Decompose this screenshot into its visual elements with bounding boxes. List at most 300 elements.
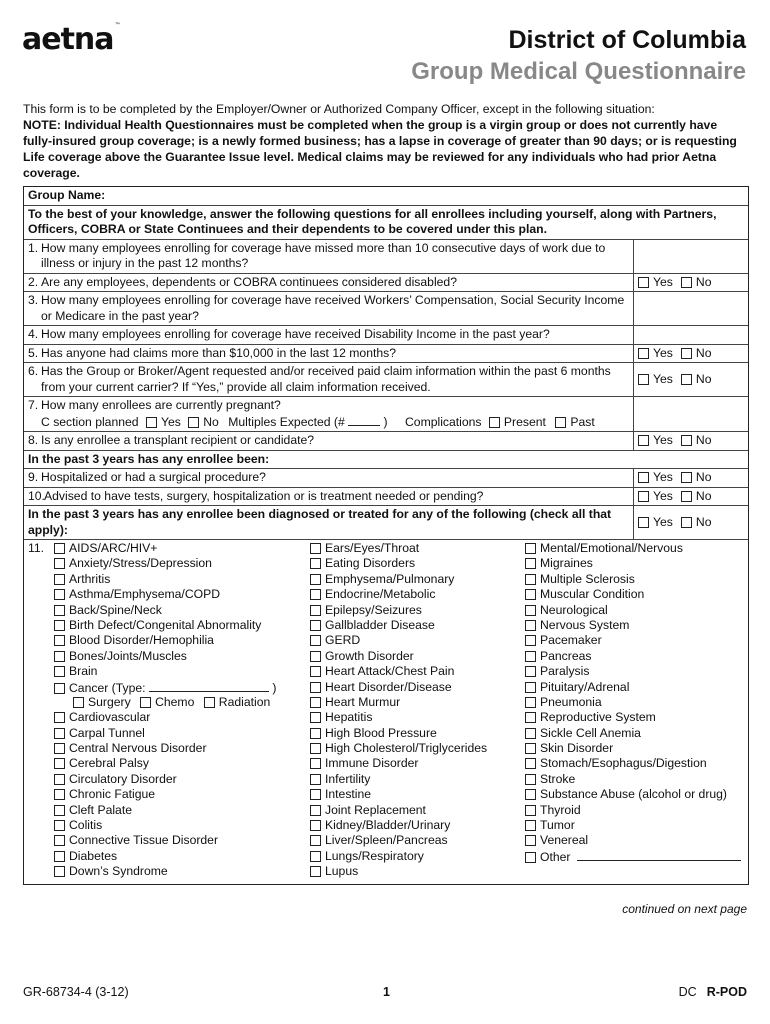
no-checkbox[interactable] bbox=[681, 491, 692, 502]
condition-checkbox[interactable] bbox=[525, 620, 536, 631]
condition-item bbox=[310, 741, 525, 756]
no-checkbox[interactable] bbox=[681, 277, 692, 288]
condition-checkbox[interactable] bbox=[310, 558, 321, 569]
condition-label: Paralysis bbox=[540, 664, 590, 679]
condition-item bbox=[525, 741, 750, 756]
other-condition-input[interactable] bbox=[577, 849, 741, 861]
condition-item bbox=[54, 772, 310, 787]
radiation-label: Radiation bbox=[218, 694, 271, 709]
condition-cancer bbox=[54, 680, 310, 695]
condition-label: Reproductive System bbox=[540, 710, 656, 725]
condition-checkbox[interactable] bbox=[310, 866, 321, 877]
condition-item bbox=[525, 833, 750, 848]
condition-label: Immune Disorder bbox=[325, 756, 419, 771]
question-text: Advised to have tests, surgery, hospitalization or is treatment needed or pending? bbox=[44, 488, 484, 503]
yes-no-answer bbox=[633, 432, 748, 450]
condition-checkbox[interactable] bbox=[310, 712, 321, 723]
condition-item bbox=[525, 649, 750, 664]
condition-checkbox[interactable] bbox=[54, 835, 65, 846]
no-label: No bbox=[695, 345, 712, 360]
form-number: GR-68734-4 (3-12) bbox=[23, 985, 129, 999]
condition-item bbox=[54, 833, 310, 848]
question-number: 10. bbox=[28, 488, 45, 503]
footer-code bbox=[679, 985, 747, 999]
condition-label: Sickle Cell Anemia bbox=[540, 725, 641, 740]
condition-checkbox[interactable] bbox=[54, 805, 65, 816]
question-text: Has the Group or Broker/Agent requested and/or received paid claim information within the past 6 months from your current carrier? If “Yes,” provide all claim information received. bbox=[41, 364, 611, 394]
condition-checkbox[interactable] bbox=[54, 620, 65, 631]
condition-item bbox=[54, 633, 310, 648]
condition-label: Stroke bbox=[540, 771, 576, 786]
c-section-no-checkbox[interactable] bbox=[188, 417, 199, 428]
condition-label: Cleft Palate bbox=[69, 802, 133, 817]
question-number: 2. bbox=[28, 274, 39, 289]
section-header-diagnosed bbox=[24, 506, 748, 540]
condition-label: Carpal Tunnel bbox=[69, 725, 145, 740]
past-label: Past bbox=[570, 414, 595, 429]
condition-label: Nervous System bbox=[540, 617, 630, 632]
question-number: 4. bbox=[28, 327, 39, 341]
condition-item bbox=[310, 787, 525, 802]
condition-item bbox=[54, 603, 310, 618]
condition-item bbox=[525, 787, 750, 802]
condition-label: Ears/Eyes/Throat bbox=[325, 541, 420, 555]
present-checkbox[interactable] bbox=[489, 417, 500, 428]
intro-line: This form is to be completed by the Employer/Owner or Authorized Company Officer, except in the following situation: bbox=[23, 102, 655, 116]
yes-label: Yes bbox=[653, 514, 673, 529]
continued-note: continued on next page bbox=[622, 902, 747, 916]
condition-checkbox[interactable] bbox=[310, 589, 321, 600]
yes-no-answer bbox=[633, 363, 748, 396]
condition-checkbox[interactable] bbox=[310, 666, 321, 677]
yes-checkbox[interactable] bbox=[638, 491, 649, 502]
condition-label: Pancreas bbox=[540, 648, 592, 663]
condition-label: Heart Disorder/Disease bbox=[325, 679, 452, 694]
condition-checkbox[interactable] bbox=[310, 851, 321, 862]
condition-label: Epilepsy/Seizures bbox=[325, 602, 422, 617]
form-code: R-POD bbox=[706, 985, 747, 999]
intro-note: NOTE: Individual Health Questionnaires must be completed when the group is a virgin group or does not currently have fully-insured group coverage; is a newly formed business; has a lapse in coverage of greater than 90 days; or is requesting Life coverage above the Guarantee Issue level. Medical claims may be reviewed for any individuals who had prior Aetna coverage. bbox=[23, 118, 737, 180]
condition-checkbox[interactable] bbox=[310, 743, 321, 754]
condition-label: Colitis bbox=[69, 818, 103, 833]
multiples-close: ) bbox=[383, 414, 388, 429]
condition-label: Intestine bbox=[325, 787, 372, 802]
condition-checkbox[interactable] bbox=[54, 589, 65, 600]
question-text: How many employees enrolling for coverage have received Workers’ Compensation, Social Security Income or Medicare in the past year? bbox=[41, 293, 625, 323]
condition-checkbox[interactable] bbox=[54, 651, 65, 662]
yes-no-answer bbox=[633, 488, 748, 506]
cancer-type-input[interactable] bbox=[149, 680, 269, 692]
no-label: No bbox=[695, 488, 712, 503]
page-title: District of Columbia bbox=[508, 26, 746, 54]
condition-label: Pneumonia bbox=[540, 694, 602, 709]
condition-item bbox=[310, 556, 525, 571]
condition-checkbox[interactable] bbox=[54, 605, 65, 616]
question-6 bbox=[24, 363, 748, 397]
condition-label: Other bbox=[540, 849, 571, 864]
answer-field[interactable] bbox=[633, 326, 748, 344]
question-3 bbox=[24, 292, 748, 326]
no-checkbox[interactable] bbox=[681, 472, 692, 483]
condition-checkbox[interactable] bbox=[54, 728, 65, 739]
condition-checkbox[interactable] bbox=[310, 543, 321, 554]
condition-checkbox[interactable] bbox=[525, 589, 536, 600]
condition-label: Birth Defect/Congenital Abnormality bbox=[69, 617, 262, 632]
condition-item bbox=[525, 618, 750, 633]
multiples-label: Multiples Expected (# bbox=[228, 414, 345, 429]
condition-checkbox[interactable] bbox=[54, 789, 65, 800]
condition-label: Infertility bbox=[325, 771, 371, 786]
condition-checkbox[interactable] bbox=[310, 635, 321, 646]
section-header-past3 bbox=[24, 451, 748, 470]
condition-label: Lungs/Respiratory bbox=[325, 848, 424, 863]
condition-label: Arthritis bbox=[69, 571, 111, 586]
condition-checkbox[interactable] bbox=[54, 558, 65, 569]
no-label: No bbox=[695, 514, 712, 529]
condition-item bbox=[54, 849, 310, 864]
condition-checkbox[interactable] bbox=[54, 712, 65, 723]
condition-checkbox[interactable] bbox=[54, 758, 65, 769]
condition-checkbox[interactable] bbox=[310, 835, 321, 846]
condition-item bbox=[54, 649, 310, 664]
condition-label: Skin Disorder bbox=[540, 741, 614, 756]
condition-item bbox=[525, 710, 750, 725]
question-text: How many employees enrolling for coverage have received Disability Income in the past year? bbox=[41, 327, 550, 341]
yes-checkbox[interactable] bbox=[638, 277, 649, 288]
condition-label: Cancer (Type: bbox=[69, 680, 146, 695]
question-7 bbox=[24, 397, 748, 432]
condition-item bbox=[525, 664, 750, 679]
condition-checkbox[interactable] bbox=[310, 697, 321, 708]
answer-field[interactable] bbox=[633, 240, 748, 273]
condition-checkbox[interactable] bbox=[310, 605, 321, 616]
aetna-logo: aetna™ bbox=[22, 22, 120, 57]
complications-label: Complications bbox=[404, 414, 482, 429]
condition-item bbox=[525, 587, 750, 602]
condition-label: Joint Replacement bbox=[325, 802, 426, 817]
condition-label: Multiple Sclerosis bbox=[540, 571, 635, 586]
conditions-column-2 bbox=[310, 541, 525, 880]
condition-label: Brain bbox=[69, 664, 98, 679]
condition-checkbox[interactable] bbox=[54, 574, 65, 585]
question-number: 8. bbox=[28, 433, 39, 447]
question-text: Is any enrollee a transplant recipient or candidate? bbox=[41, 433, 315, 447]
condition-item bbox=[525, 541, 750, 556]
condition-checkbox[interactable] bbox=[525, 835, 536, 846]
condition-item bbox=[54, 818, 310, 833]
yes-label: Yes bbox=[653, 274, 673, 289]
condition-checkbox[interactable] bbox=[525, 789, 536, 800]
condition-item bbox=[310, 726, 525, 741]
yes-checkbox[interactable] bbox=[638, 517, 649, 528]
condition-checkbox[interactable] bbox=[525, 605, 536, 616]
yes-label: Yes bbox=[653, 470, 673, 484]
condition-label: Thyroid bbox=[540, 802, 581, 817]
condition-other bbox=[525, 849, 750, 864]
question-text: Are any employees, dependents or COBRA continuees considered disabled? bbox=[41, 274, 457, 289]
yes-label: Yes bbox=[160, 414, 181, 429]
no-label: No bbox=[695, 433, 712, 447]
condition-checkbox[interactable] bbox=[525, 543, 536, 554]
condition-checkbox[interactable] bbox=[54, 820, 65, 831]
condition-checkbox[interactable] bbox=[525, 758, 536, 769]
condition-label: Connective Tissue Disorder bbox=[69, 833, 219, 848]
condition-label: Heart Murmur bbox=[325, 694, 401, 709]
condition-checkbox[interactable] bbox=[310, 682, 321, 693]
condition-item bbox=[525, 556, 750, 571]
question-2 bbox=[24, 274, 748, 293]
condition-item bbox=[54, 710, 310, 725]
condition-label: Pacemaker bbox=[540, 633, 602, 648]
present-label: Present bbox=[503, 414, 546, 429]
chemo-label: Chemo bbox=[155, 694, 195, 709]
condition-checkbox[interactable] bbox=[310, 774, 321, 785]
question-11 bbox=[24, 540, 748, 884]
condition-item bbox=[525, 818, 750, 833]
condition-label: Tumor bbox=[540, 818, 575, 833]
condition-item bbox=[310, 618, 525, 633]
condition-checkbox[interactable] bbox=[310, 728, 321, 739]
condition-label: Circulatory Disorder bbox=[69, 771, 177, 786]
condition-label: Lupus bbox=[325, 864, 359, 879]
section-title: In the past 3 years has any enrollee been diagnosed or treated for any of the following (check all that apply): bbox=[28, 507, 612, 537]
condition-label: Cerebral Palsy bbox=[69, 756, 149, 771]
condition-checkbox[interactable] bbox=[525, 774, 536, 785]
question-number: 7. bbox=[28, 398, 39, 412]
condition-item bbox=[525, 803, 750, 818]
condition-checkbox[interactable] bbox=[525, 651, 536, 662]
condition-item bbox=[525, 633, 750, 648]
condition-label: Venereal bbox=[540, 833, 589, 848]
no-checkbox[interactable] bbox=[681, 348, 692, 359]
condition-item bbox=[525, 756, 750, 771]
condition-checkbox[interactable] bbox=[54, 774, 65, 785]
yes-checkbox[interactable] bbox=[638, 435, 649, 446]
condition-checkbox[interactable] bbox=[525, 820, 536, 831]
question-number: 3. bbox=[28, 293, 39, 307]
condition-label: Gallbladder Disease bbox=[325, 617, 435, 632]
condition-label: Pituitary/Adrenal bbox=[540, 679, 630, 694]
condition-checkbox[interactable] bbox=[525, 852, 536, 863]
condition-item bbox=[54, 541, 310, 556]
answer-field[interactable] bbox=[633, 397, 748, 431]
question-number: 6. bbox=[28, 364, 39, 378]
condition-label: Heart Attack/Chest Pain bbox=[325, 664, 455, 679]
condition-item bbox=[54, 787, 310, 802]
condition-checkbox[interactable] bbox=[525, 743, 536, 754]
question-10 bbox=[24, 488, 748, 507]
question-number: 1. bbox=[28, 240, 39, 255]
condition-item bbox=[310, 849, 525, 864]
condition-item bbox=[54, 741, 310, 756]
condition-item bbox=[54, 572, 310, 587]
no-checkbox[interactable] bbox=[681, 374, 692, 385]
condition-item bbox=[310, 803, 525, 818]
condition-item bbox=[525, 680, 750, 695]
condition-label: High Blood Pressure bbox=[325, 725, 437, 740]
past-checkbox[interactable] bbox=[555, 417, 566, 428]
surgery-label: Surgery bbox=[88, 694, 131, 709]
chemo-checkbox[interactable] bbox=[140, 697, 151, 708]
condition-label: Asthma/Emphysema/COPD bbox=[69, 587, 221, 602]
cancer-treatment-options bbox=[54, 695, 310, 710]
condition-checkbox[interactable] bbox=[525, 574, 536, 585]
condition-label: GERD bbox=[325, 633, 361, 648]
yes-no-answer bbox=[633, 274, 748, 292]
condition-label: Growth Disorder bbox=[325, 648, 414, 663]
c-section-yes-checkbox[interactable] bbox=[146, 417, 157, 428]
yes-no-answer bbox=[633, 469, 748, 487]
no-checkbox[interactable] bbox=[681, 517, 692, 528]
condition-item bbox=[310, 541, 525, 556]
condition-label: Kidney/Bladder/Urinary bbox=[325, 818, 451, 833]
section-title: In the past 3 years has any enrollee been: bbox=[28, 451, 270, 466]
yes-label: Yes bbox=[653, 488, 673, 503]
answer-field[interactable] bbox=[633, 292, 748, 325]
condition-item bbox=[54, 587, 310, 602]
question-text: How many enrollees are currently pregnant? bbox=[41, 398, 281, 412]
question-8 bbox=[24, 432, 748, 451]
yes-label: Yes bbox=[653, 345, 673, 360]
conditions-column-3 bbox=[525, 541, 750, 880]
condition-label: AIDS/ARC/HIV+ bbox=[69, 541, 158, 555]
condition-item bbox=[525, 603, 750, 618]
yes-label: Yes bbox=[653, 371, 673, 386]
condition-item bbox=[54, 556, 310, 571]
condition-label: Emphysema/Pulmonary bbox=[325, 571, 455, 586]
no-label: No bbox=[695, 470, 712, 484]
group-name-label: Group Name: bbox=[28, 188, 106, 202]
condition-label: Substance Abuse (alcohol or drug) bbox=[540, 787, 727, 802]
group-name-row[interactable] bbox=[24, 187, 748, 206]
yes-checkbox[interactable] bbox=[638, 374, 649, 385]
yes-checkbox[interactable] bbox=[638, 472, 649, 483]
condition-label: Anxiety/Stress/Depression bbox=[69, 556, 212, 571]
condition-checkbox[interactable] bbox=[525, 805, 536, 816]
multiples-input[interactable] bbox=[348, 414, 380, 426]
condition-checkbox[interactable] bbox=[310, 805, 321, 816]
condition-checkbox[interactable] bbox=[54, 666, 65, 677]
yes-checkbox[interactable] bbox=[638, 348, 649, 359]
condition-item bbox=[310, 572, 525, 587]
condition-label: Hepatitis bbox=[325, 710, 373, 725]
question-5 bbox=[24, 345, 748, 364]
question-9 bbox=[24, 469, 748, 488]
condition-item bbox=[310, 633, 525, 648]
page-subtitle: Group Medical Questionnaire bbox=[411, 58, 746, 85]
instructions-text: To the best of your knowledge, answer the following questions for all enrollees including yourself, along with Partners, Officers, COBRA or State Continuees and their dependents to be covered under this plan. bbox=[28, 206, 717, 236]
condition-checkbox[interactable] bbox=[310, 758, 321, 769]
question-text: Hospitalized or had a surgical procedure? bbox=[41, 470, 266, 484]
condition-checkbox[interactable] bbox=[54, 543, 65, 554]
conditions-column-1 bbox=[54, 541, 310, 880]
yes-no-answer bbox=[633, 506, 748, 539]
condition-item bbox=[310, 587, 525, 602]
condition-checkbox[interactable] bbox=[54, 743, 65, 754]
no-checkbox[interactable] bbox=[681, 435, 692, 446]
question-1 bbox=[24, 240, 748, 274]
condition-label: Mental/Emotional/Nervous bbox=[540, 541, 683, 555]
condition-label: Blood Disorder/Hemophilia bbox=[69, 633, 214, 648]
condition-label: Migraines bbox=[540, 556, 593, 571]
condition-label: Diabetes bbox=[69, 848, 118, 863]
questionnaire-form bbox=[23, 186, 749, 885]
no-label: No bbox=[695, 274, 712, 289]
condition-label: Liver/Spleen/Pancreas bbox=[325, 833, 448, 848]
condition-item bbox=[54, 756, 310, 771]
intro-text bbox=[23, 101, 745, 181]
condition-label: Endocrine/Metabolic bbox=[325, 587, 436, 602]
condition-item bbox=[310, 710, 525, 725]
question-number: 11. bbox=[28, 541, 45, 555]
condition-item bbox=[310, 680, 525, 695]
condition-item bbox=[310, 695, 525, 710]
question-text: How many employees enrolling for coverage have missed more than 10 consecutive days of work due to illness or injury in the past 12 months? bbox=[41, 240, 606, 270]
condition-checkbox[interactable] bbox=[54, 635, 65, 646]
condition-item bbox=[310, 649, 525, 664]
condition-checkbox[interactable] bbox=[525, 712, 536, 723]
condition-checkbox[interactable] bbox=[525, 666, 536, 677]
condition-checkbox[interactable] bbox=[525, 682, 536, 693]
condition-item bbox=[310, 603, 525, 618]
condition-checkbox[interactable] bbox=[54, 851, 65, 862]
radiation-checkbox[interactable] bbox=[204, 697, 215, 708]
condition-item bbox=[54, 864, 310, 879]
no-label: No bbox=[695, 371, 712, 386]
condition-checkbox[interactable] bbox=[525, 697, 536, 708]
condition-label: Neurological bbox=[540, 602, 608, 617]
condition-item bbox=[54, 618, 310, 633]
condition-item bbox=[525, 695, 750, 710]
condition-checkbox[interactable] bbox=[54, 866, 65, 877]
condition-item bbox=[54, 726, 310, 741]
no-label: No bbox=[203, 414, 219, 429]
question-number: 5. bbox=[28, 345, 39, 360]
state-code: DC bbox=[678, 985, 697, 999]
condition-checkbox[interactable] bbox=[54, 683, 65, 694]
condition-label: Central Nervous Disorder bbox=[69, 741, 207, 756]
cancer-close: ) bbox=[272, 680, 277, 695]
condition-checkbox[interactable] bbox=[310, 651, 321, 662]
instructions-row bbox=[24, 206, 748, 240]
page-number: 1 bbox=[383, 985, 390, 999]
surgery-checkbox[interactable] bbox=[73, 697, 84, 708]
condition-checkbox[interactable] bbox=[525, 635, 536, 646]
condition-checkbox[interactable] bbox=[310, 574, 321, 585]
condition-item bbox=[310, 833, 525, 848]
condition-item bbox=[310, 756, 525, 771]
condition-checkbox[interactable] bbox=[310, 820, 321, 831]
condition-checkbox[interactable] bbox=[525, 728, 536, 739]
condition-item bbox=[310, 664, 525, 679]
condition-label: Eating Disorders bbox=[325, 556, 416, 571]
condition-label: High Cholesterol/Triglycerides bbox=[325, 741, 488, 756]
condition-checkbox[interactable] bbox=[310, 620, 321, 631]
condition-item bbox=[525, 572, 750, 587]
condition-label: Chronic Fatigue bbox=[69, 787, 156, 802]
condition-checkbox[interactable] bbox=[310, 789, 321, 800]
condition-label: Stomach/Esophagus/Digestion bbox=[540, 756, 707, 771]
question-text: Has anyone had claims more than $10,000 in the last 12 months? bbox=[41, 345, 397, 360]
condition-label: Back/Spine/Neck bbox=[69, 602, 162, 617]
question-4 bbox=[24, 326, 748, 345]
condition-checkbox[interactable] bbox=[525, 558, 536, 569]
c-section-label: C section planned bbox=[41, 414, 139, 429]
question-number: 9. bbox=[28, 470, 39, 484]
condition-item bbox=[525, 772, 750, 787]
condition-label: Muscular Condition bbox=[540, 587, 645, 602]
condition-label: Bones/Joints/Muscles bbox=[69, 648, 187, 663]
